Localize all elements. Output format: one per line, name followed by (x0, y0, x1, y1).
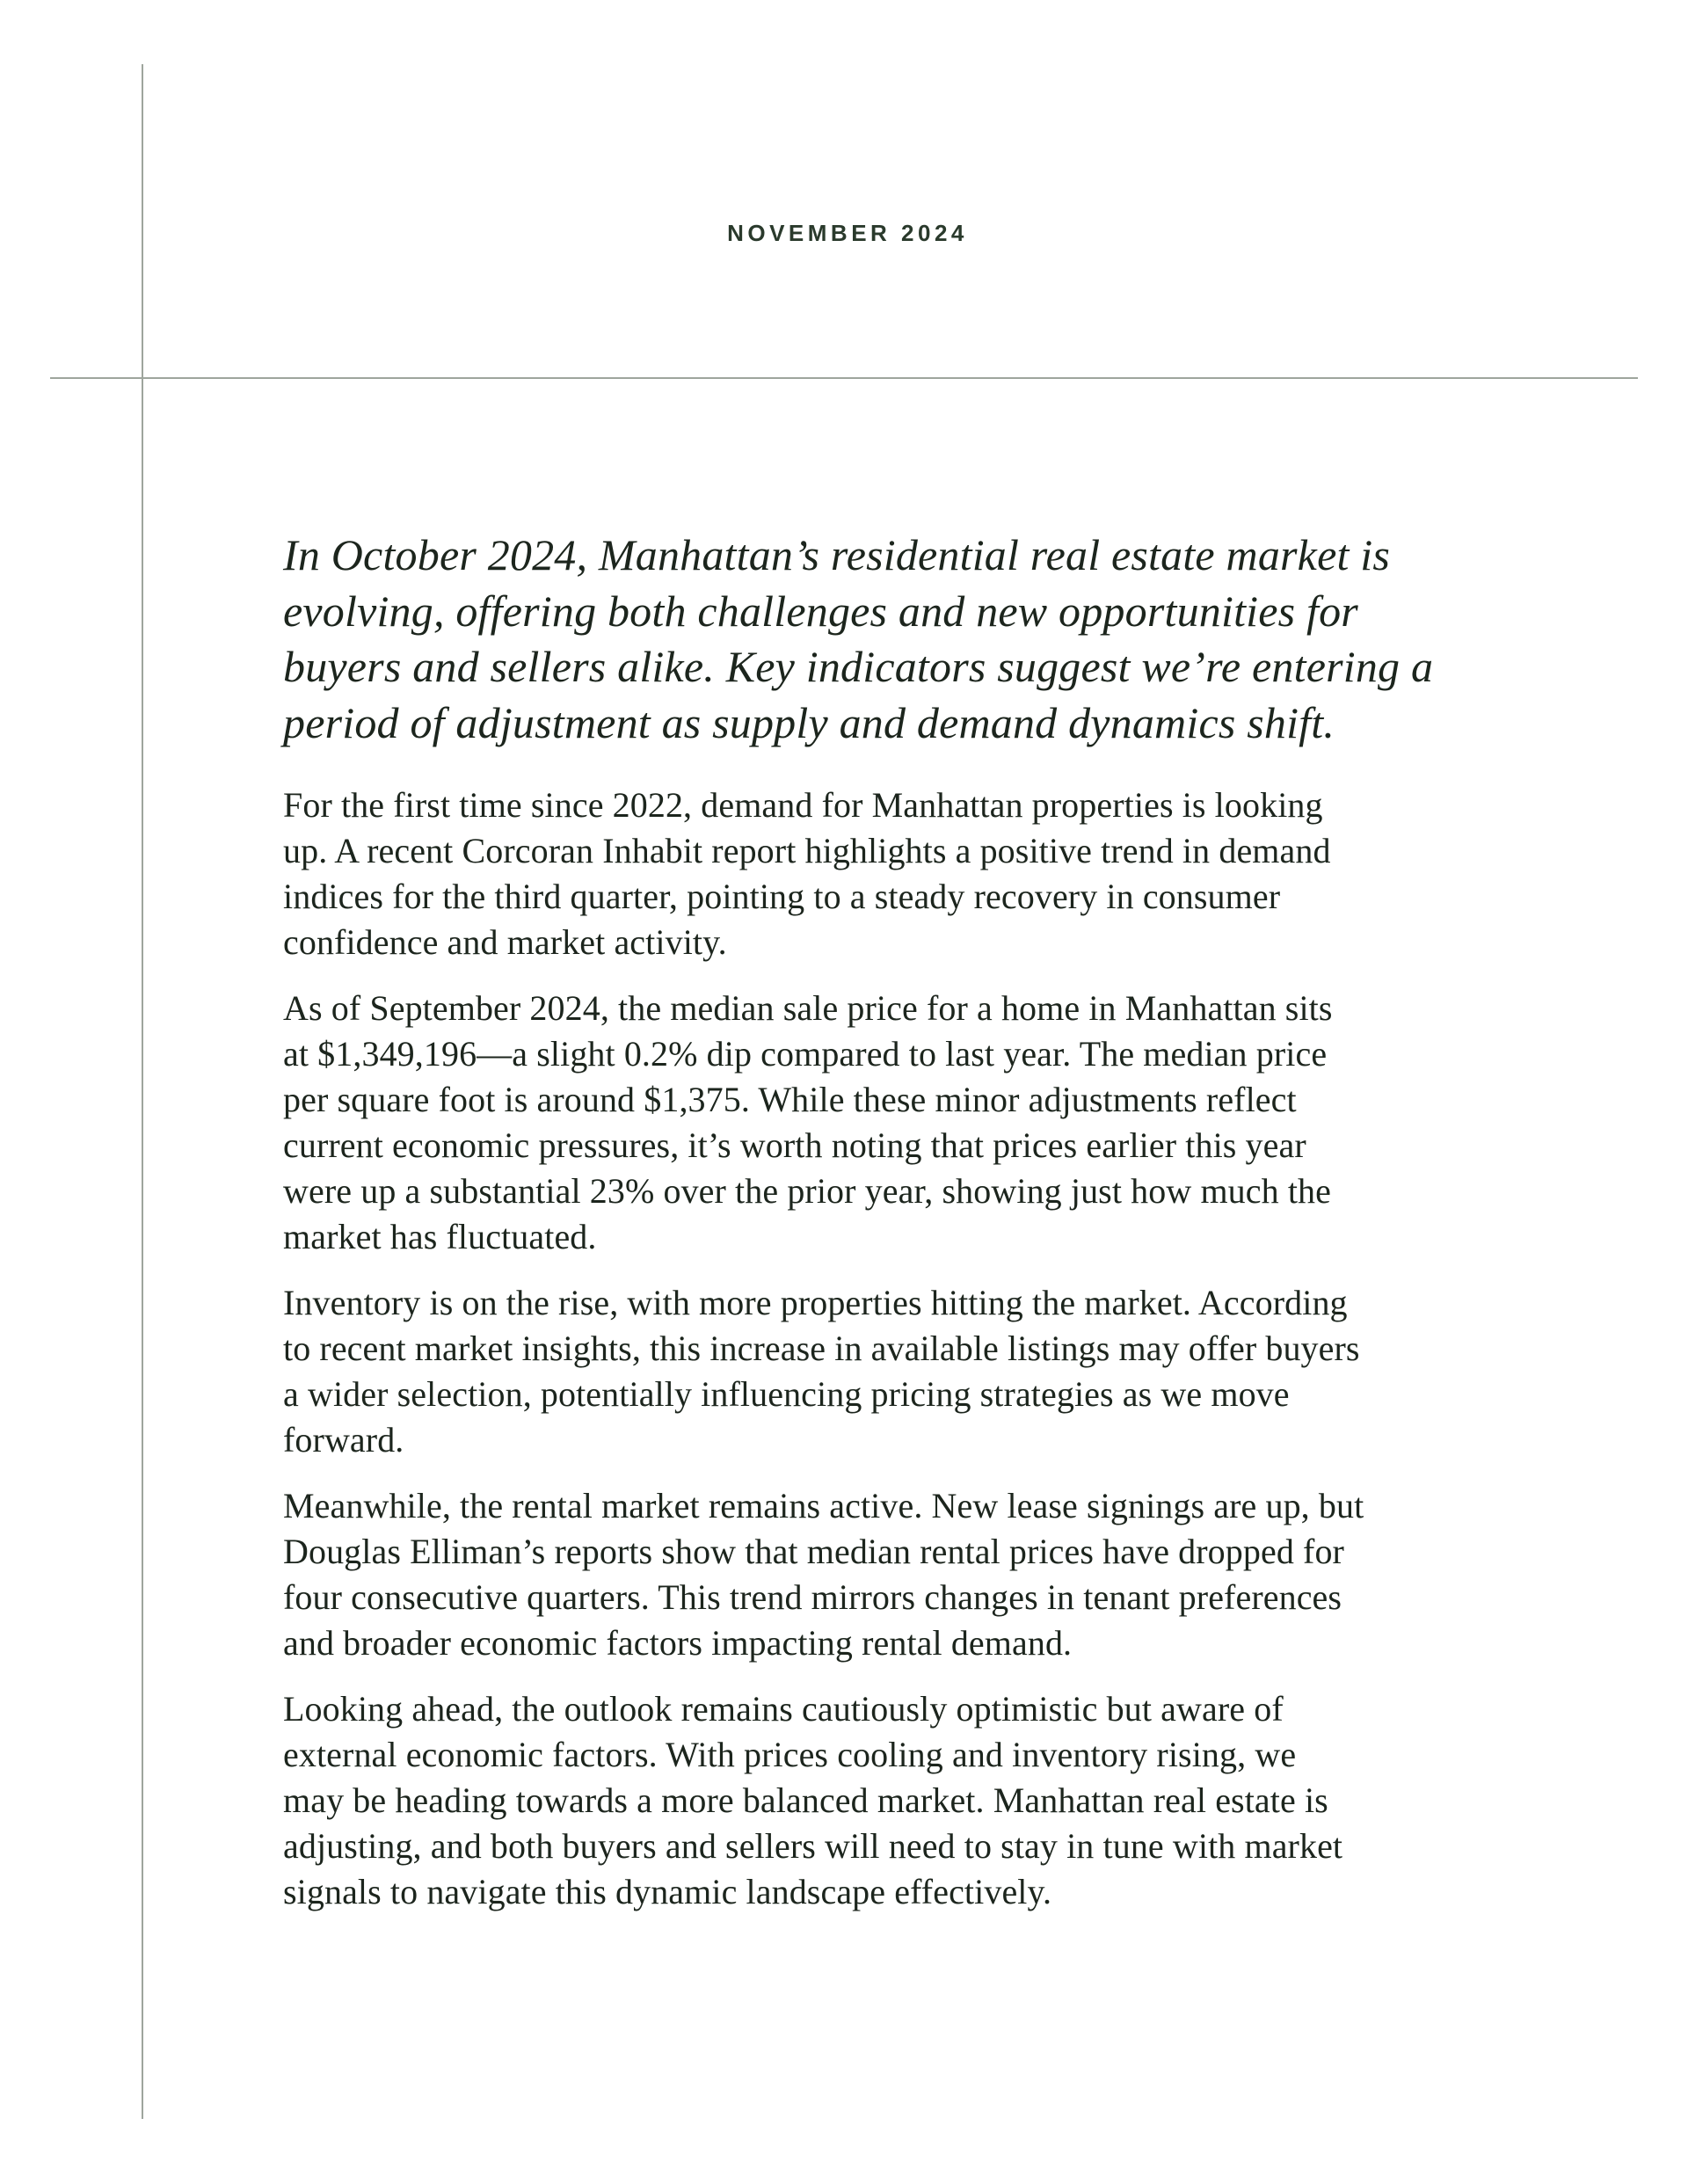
paragraph-prices (283, 986, 1514, 1260)
text-line: external economic factors. With prices cooling and inventory rising, we (283, 1735, 1297, 1774)
lead-line: In October 2024, Manhattan’s residential real estate market is (283, 530, 1391, 579)
paragraph-inventory (283, 1280, 1514, 1463)
text-line: confidence and market activity. (283, 922, 727, 962)
text-line: to recent market insights, this increase in available listings may offer buyers (283, 1329, 1360, 1368)
paragraph-demand (283, 783, 1514, 965)
text-line: For the first time since 2022, demand for Manhattan properties is looking (283, 785, 1323, 825)
text-line: current economic pressures, it’s worth noting that prices earlier this year (283, 1125, 1306, 1165)
text-line: up. A recent Corcoran Inhabit report highlights a positive trend in demand (283, 831, 1331, 870)
text-line: per square foot is around $1,375. While these minor adjustments reflect (283, 1080, 1297, 1119)
text-line: Douglas Elliman’s reports show that median rental prices have dropped for (283, 1532, 1344, 1571)
text-line: and broader economic factors impacting rental demand. (283, 1623, 1073, 1663)
issue-dateline: NOVEMBER 2024 (727, 220, 968, 246)
text-line: were up a substantial 23% over the prior year, showing just how much the (283, 1171, 1331, 1211)
text-line: indices for the third quarter, pointing to a steady recovery in consumer (283, 877, 1281, 916)
lead-line: buyers and sellers alike. Key indicators suggest we’re entering a (283, 642, 1434, 691)
paragraph-outlook (283, 1686, 1514, 1915)
text-line: may be heading towards a more balanced market. Manhattan real estate is (283, 1780, 1328, 1820)
horizontal-rule (50, 377, 1638, 379)
lead-paragraph (283, 528, 1514, 751)
text-line: four consecutive quarters. This trend mirrors changes in tenant preferences (283, 1577, 1342, 1617)
lead-line: evolving, offering both challenges and new opportunities for (283, 586, 1358, 636)
text-line: As of September 2024, the median sale price for a home in Manhattan sits (283, 988, 1333, 1028)
text-line: Meanwhile, the rental market remains active. New lease signings are up, but (283, 1486, 1364, 1525)
text-line: market has fluctuated. (283, 1217, 597, 1256)
lead-line: period of adjustment as supply and demand dynamics shift. (283, 697, 1335, 747)
paragraph-rental (283, 1483, 1514, 1666)
text-line: Looking ahead, the outlook remains cautiously optimistic but aware of (283, 1689, 1284, 1729)
text-line: at $1,349,196—a slight 0.2% dip compared to last year. The median price (283, 1034, 1328, 1074)
article-body (283, 528, 1514, 1935)
text-line: signals to navigate this dynamic landscape effectively. (283, 1872, 1052, 1911)
text-line: a wider selection, potentially influencing pricing strategies as we move (283, 1374, 1290, 1414)
text-line: adjusting, and both buyers and sellers will need to stay in tune with market (283, 1826, 1343, 1866)
text-line: forward. (283, 1420, 404, 1460)
vertical-rule (142, 64, 143, 2119)
text-line: Inventory is on the rise, with more properties hitting the market. According (283, 1283, 1348, 1322)
